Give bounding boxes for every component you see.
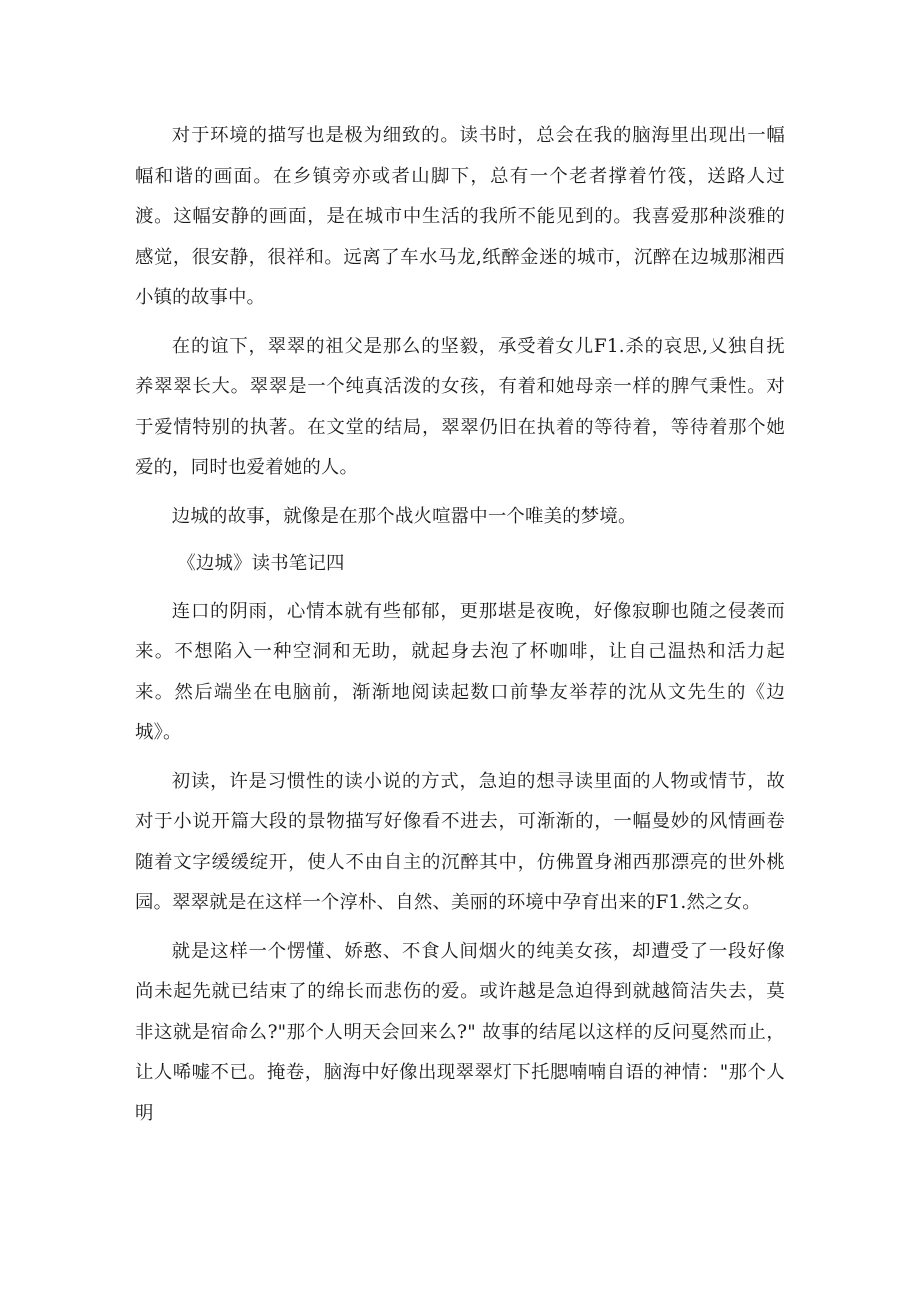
paragraph-gap xyxy=(135,754,785,762)
document-body xyxy=(135,116,785,1134)
paragraph-rain: 连口的阴雨，心情本就有些郁郁，更那堪是夜晚，好像寂聊也随之侵袭而来。不想陷入一种空洞和无助，就起身去泡了杯咖啡，让自己温热和活力起来。然后端坐在电脑前，渐渐地阅读起数口前挚友举荐的沈从文先生的《边城》。 xyxy=(135,600,785,743)
paragraph-gap xyxy=(135,585,785,592)
paragraph-gap xyxy=(135,924,785,932)
paragraph-environment: 对于环境的描写也是极为细致的。读书时，总会在我的脑海里出现出一幅幅和谐的画面。在乡镇旁亦或者山脚下，总有一个老者撑着竹筏，送路人过渡。这幅安静的画面，是在城市中生活的我所不能见到的。我喜爱那种淡雅的感觉，很安静，很祥和。远离了车水马龙,纸醉金迷的城市，沉醉在边城那湘西小镇的故事中。 xyxy=(135,125,785,308)
paragraph-first-reading: 初读，许是习惯性的读小说的方式，急迫的想寻读里面的人物或情节，故对于小说开篇大段的景物描写好像看不进去，可渐渐的，一幅曼妙的风情画卷随着文字缓缓绽开，使人不由自主的沉醉其中，仿佛置身湘西那漂亮的世外桃园。翠翠就是在这样一个淳朴、自然、美丽的环境中孕育出来的F1.然之女。 xyxy=(135,770,785,913)
paragraph-grandfather: 在的谊下，翠翠的祖父是那么的坚毅，承受着女儿F1.杀的哀思,乂独自抚养翠翠长大。翠翠是一个纯真活泼的女孩，有着和她母亲一样的脾气秉性。对于爱情特别的执著。在文堂的结局，翠翠仍旧在执着的等待着，等待着那个她爱的，同时也爱着她的人。 xyxy=(135,335,785,478)
paragraph-gap xyxy=(135,537,785,544)
paragraph-gap xyxy=(135,489,785,497)
paragraph-dream: 边城的故事，就像是在那个战火喧嚣中一个唯美的梦境。 xyxy=(171,505,637,527)
paragraph-ending: 就是这样一个愣懂、娇憨、不食人间烟火的纯美女孩，却遭受了一段好像尚未起先就已结束了的绵长而悲伤的爱。或许越是急迫得到就越简洁失去，莫非这就是宿命么?"那个人明天会回来么?" 故事的结尾以这样的反问戛然而止，让人唏嘘不已。掩卷，脑海中好像出现翠翠灯下托腮喃喃自语的神情："那个人明 xyxy=(135,940,785,1124)
section-heading: 《边城》读书笔记四 xyxy=(177,553,345,574)
paragraph-gap xyxy=(135,319,785,327)
